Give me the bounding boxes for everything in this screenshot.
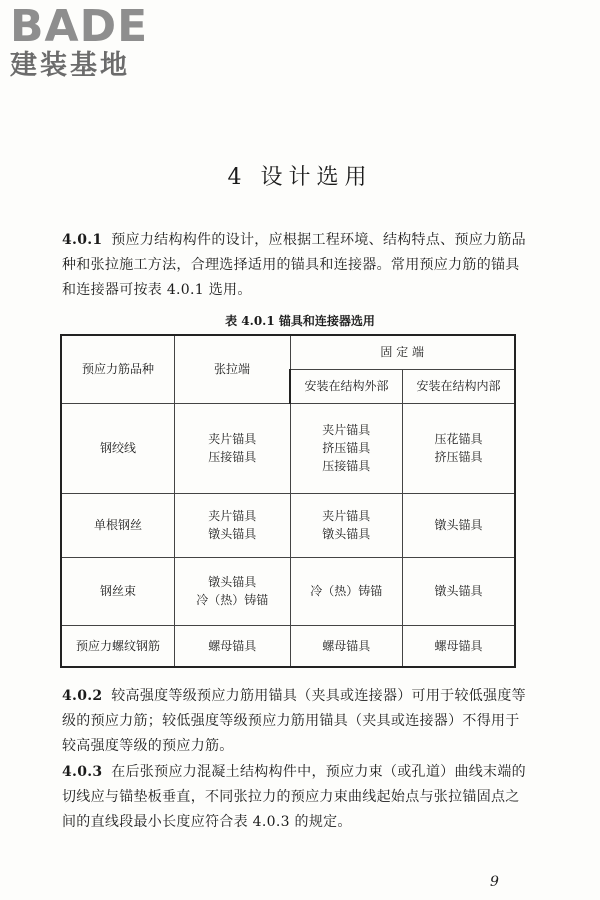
cell-line: 压接锚具 xyxy=(208,450,257,464)
header-tendon-type: 预应力筋品种 xyxy=(61,335,175,403)
cell-fixed-outside xyxy=(290,493,403,557)
cell-tendon-type: 钢绞线 xyxy=(61,403,175,493)
cell-fixed-outside xyxy=(290,557,403,625)
cell-fixed-inside xyxy=(403,625,516,667)
table-row xyxy=(61,403,515,493)
cell-tendon-type: 单根钢丝 xyxy=(61,493,175,557)
cell-line: 镦头锚具 xyxy=(208,575,257,589)
cell-fixed-outside xyxy=(290,625,403,667)
cell-line: 镦头锚具 xyxy=(208,527,257,541)
cell-fixed-inside xyxy=(403,403,516,493)
clause-number: 4.0.3 xyxy=(62,764,103,780)
cell-line: 螺母锚具 xyxy=(208,638,257,653)
cell-fixed-inside xyxy=(403,557,516,625)
clause-text: 在后张预应力混凝土结构构件中，预应力束（或孔道）曲线末端的切线应与锚垫板垂直，不同张拉力的预应力束曲线起始点与张拉锚固点之间的直线段最小长度应符合表 4.0.3 的规定。 xyxy=(62,764,526,830)
header-tension-end: 张拉端 xyxy=(175,335,291,403)
cell-line: 夹片锚具 xyxy=(322,509,371,523)
cell-tendon-type: 钢丝束 xyxy=(61,557,175,625)
clause-number: 4.0.2 xyxy=(62,688,103,704)
cell-tendon-type: 预应力螺纹钢筋 xyxy=(61,625,175,667)
clause-number: 4.0.1 xyxy=(62,232,103,248)
cell-line: 挤压锚具 xyxy=(434,450,483,464)
cell-line: 挤压锚具 xyxy=(322,441,371,455)
logo-subtitle: 建装基地 xyxy=(10,50,130,81)
cell-fixed-inside xyxy=(403,493,516,557)
cell-line: 压花锚具 xyxy=(434,432,483,446)
cell-line: 冷（热）铸锚 xyxy=(310,584,383,598)
cell-line: 螺母锚具 xyxy=(434,638,483,653)
cell-tension-end xyxy=(175,625,291,667)
cell-line: 镦头锚具 xyxy=(322,527,371,541)
cell-tension-end xyxy=(175,493,291,557)
clause-4-0-1 xyxy=(62,228,530,303)
table-row xyxy=(61,625,515,667)
cell-line: 镦头锚具 xyxy=(434,518,483,532)
cell-line: 夹片锚具 xyxy=(208,509,257,523)
cell-line: 螺母锚具 xyxy=(322,638,371,653)
cell-fixed-outside xyxy=(290,403,403,493)
cell-line: 冷（热）铸锚 xyxy=(196,593,269,607)
table-title: 表 4.0.1 锚具和连接器选用 xyxy=(225,314,375,328)
chapter-title: 4 设计选用 xyxy=(227,165,373,190)
cell-tension-end xyxy=(175,557,291,625)
clause-text: 较高强度等级预应力筋用锚具（夹具或连接器）可用于较低强度等级的预应力筋；较低强度等级预应力筋用锚具（夹具或连接器）不得用于较高强度等级的预应力筋。 xyxy=(62,688,526,754)
page-number: 9 xyxy=(490,874,499,890)
header-fixed-inside: 安装在结构内部 xyxy=(403,369,516,403)
clause-4-0-3 xyxy=(62,760,530,835)
clause-4-0-2 xyxy=(62,684,530,759)
clause-text: 预应力结构构件的设计，应根据工程环境、结构特点、预应力筋品种和张拉施工方法，合理选择适用的锚具和连接器。常用预应力筋的锚具和连接器可按表 4.0.1 选用。 xyxy=(62,232,526,298)
table-row xyxy=(61,557,515,625)
publisher-logo xyxy=(10,1,149,82)
logo-text: BADE xyxy=(10,1,149,52)
cell-line: 压接锚具 xyxy=(322,459,371,473)
cell-line: 夹片锚具 xyxy=(208,432,257,446)
header-fixed-outside: 安装在结构外部 xyxy=(290,369,403,403)
cell-line: 镦头锚具 xyxy=(434,584,483,598)
cell-line: 夹片锚具 xyxy=(322,423,371,437)
table-row xyxy=(61,493,515,557)
cell-tension-end xyxy=(175,403,291,493)
header-fixed-end: 固 定 端 xyxy=(290,335,515,369)
anchor-selection-table xyxy=(60,334,516,668)
